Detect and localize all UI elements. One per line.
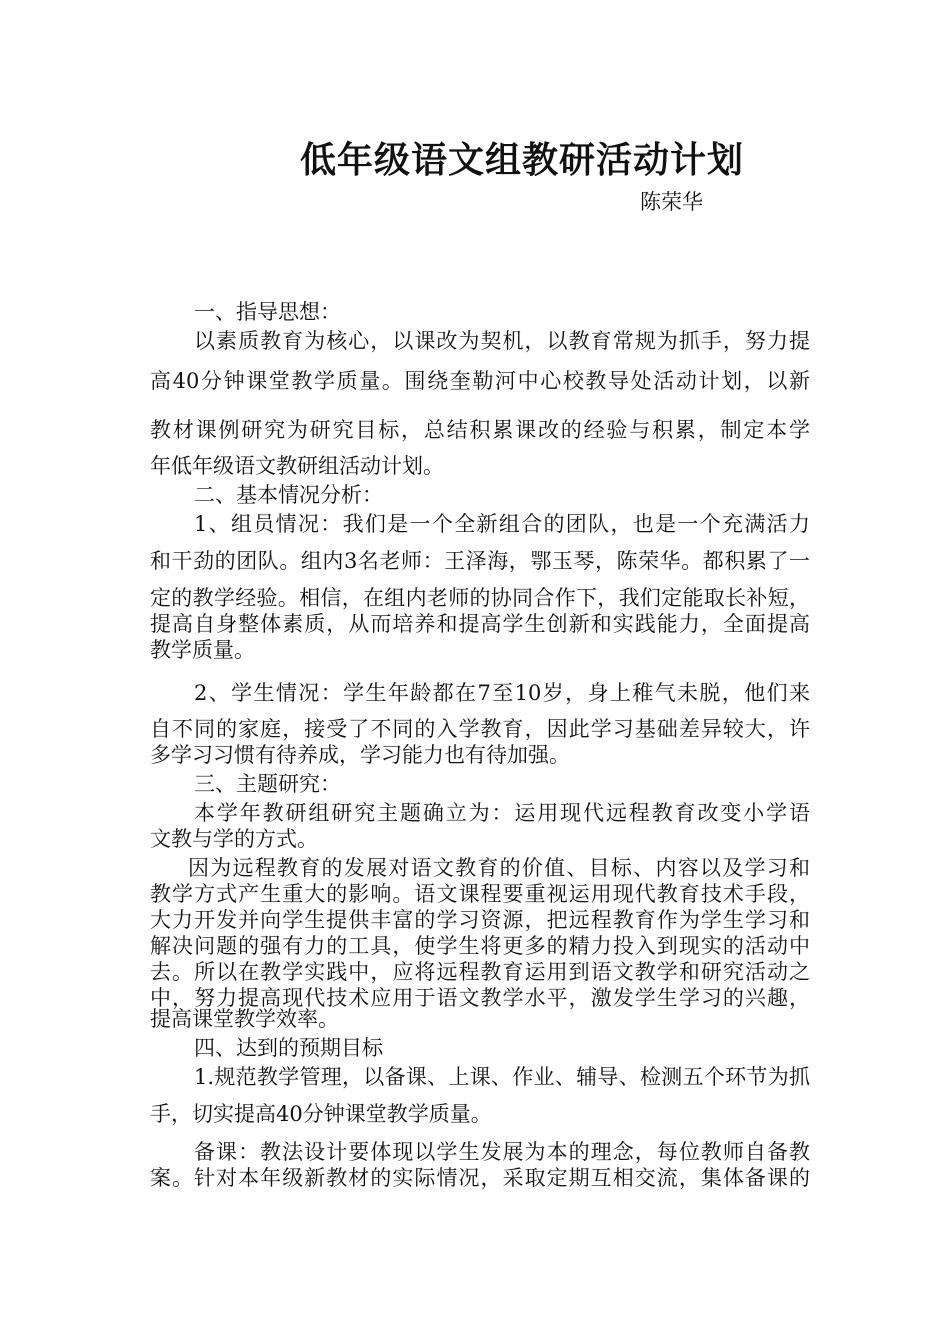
heading-theme-research: 三、主题研究： [194, 772, 341, 796]
paragraph-line: 因为远程教育的发展对语文教育的价值、目标、内容以及学习和 [188, 856, 810, 880]
author-name: 陈荣华 [640, 190, 703, 214]
paragraph-line: 手，切实提高40分钟课堂教学质量。 [150, 1102, 492, 1126]
paragraph-line: 文教与学的方式。 [150, 827, 318, 851]
paragraph-line: 备课：教法设计要体现以学生发展为本的理念，每位教师自备教 [194, 1140, 810, 1164]
paragraph-line: 中，努力提高现代技术应用于语文教学水平，激发学生学习的兴趣， [150, 986, 810, 1010]
heading-expected-goals: 四、达到的预期目标 [194, 1036, 383, 1060]
paragraph-line: 教学方式产生重大的影响。语文课程要重视运用现代教育技术手段， [150, 882, 810, 906]
document-title: 低年级语文组教研活动计划 [300, 139, 745, 181]
paragraph-line: 本学年教研组研究主题确立为：运用现代远程教育改变小学语 [194, 801, 810, 825]
heading-situation-analysis: 二、基本情况分析： [194, 483, 383, 507]
paragraph-line: 2、学生情况：学生年龄都在7至10岁，身上稚气未脱，他们来 [194, 681, 810, 705]
paragraph-line: 提高课堂教学效率。 [150, 1007, 339, 1031]
paragraph-line: 教材课例研究为研究目标，总结积累课改的经验与积累，制定本学 [150, 418, 810, 442]
paragraph-line: 定的教学经验。相信，在组内老师的协同合作下，我们定能取长补短， [150, 586, 810, 610]
paragraph-line: 以素质教育为核心，以课改为契机，以教育常规为抓手，努力提 [194, 329, 810, 353]
paragraph-line: 1.规范教学管理，以备课、上课、作业、辅导、检测五个环节为抓 [194, 1065, 810, 1089]
paragraph-line: 1、组员情况：我们是一个全新组合的团队，也是一个充满活力 [194, 512, 810, 536]
paragraph-line: 高40分钟课堂教学质量。围绕奎勒河中心校教导处活动计划，以新 [150, 369, 810, 393]
paragraph-line: 大力开发并向学生提供丰富的学习资源，把远程教育作为学生学习和 [150, 908, 810, 932]
paragraph-line: 自不同的家庭，接受了不同的入学教育，因此学习基础差异较大，许 [150, 717, 810, 741]
paragraph-line: 案。针对本年级新教材的实际情况，采取定期互相交流，集体备课的 [150, 1166, 810, 1190]
paragraph-line: 和干劲的团队。组内3名老师：王泽海，鄂玉琴，陈荣华。都积累了一 [150, 549, 810, 573]
paragraph-line: 提高自身整体素质，从而培养和提高学生创新和实践能力，全面提高 [150, 612, 810, 636]
paragraph-line: 多学习习惯有待养成，学习能力也有待加强。 [150, 743, 570, 767]
paragraph-line: 去。所以在教学实践中，应将远程教育运用到语文教学和研究活动之 [150, 960, 810, 984]
paragraph-line: 教学质量。 [150, 638, 255, 662]
paragraph-line: 解决问题的强有力的工具，使学生将更多的精力投入到现实的活动中 [150, 934, 810, 958]
paragraph-line: 年低年级语文教研组活动计划。 [150, 454, 444, 478]
heading-guiding-ideology: 一、指导思想： [194, 300, 341, 324]
